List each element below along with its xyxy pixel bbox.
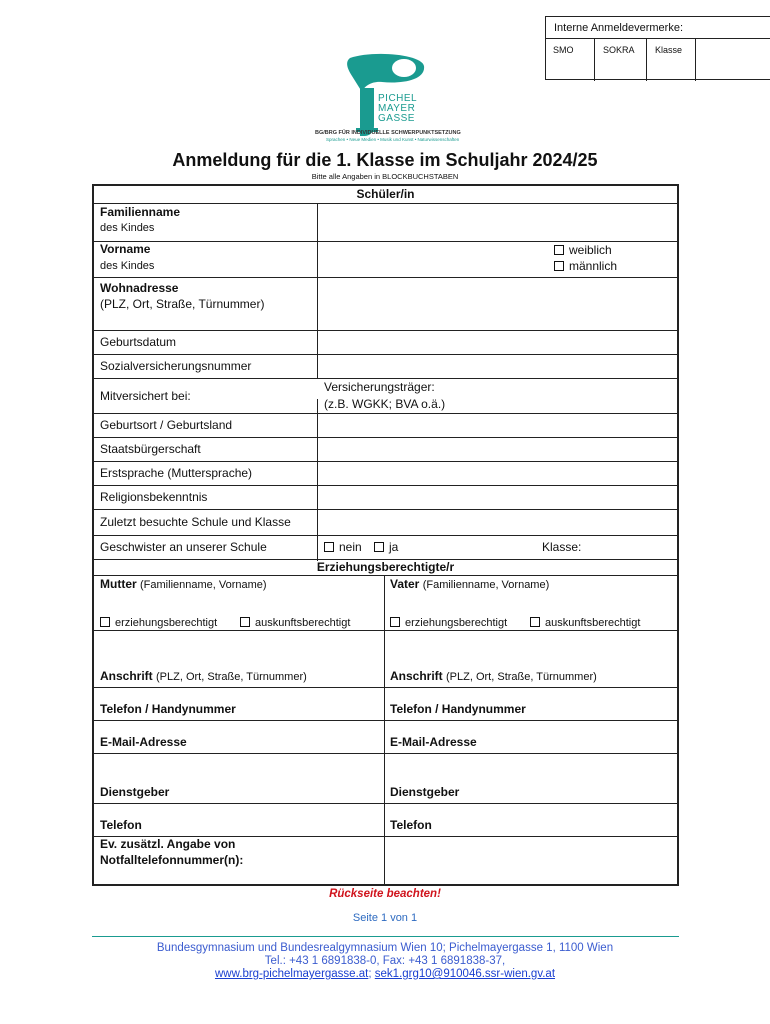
registration-form	[92, 184, 679, 886]
maennlich-label: männlich	[569, 259, 618, 273]
footer-line3	[0, 968, 770, 981]
mutter-email-label: E-Mail-Adresse	[100, 735, 187, 749]
internal-notes-title: Interne Anmeldevermerke:	[554, 22, 684, 34]
vater-erziehungsberechtigt-option[interactable]	[390, 615, 507, 631]
vater-erziehungsberechtigt-checkbox[interactable]	[390, 617, 400, 627]
versicherungstraeger-label: Versicherungsträger:	[324, 380, 435, 394]
vorname-field[interactable]	[318, 242, 548, 277]
row-divider	[94, 687, 677, 688]
mutter-auskunftsberechtigt-option[interactable]	[240, 615, 350, 631]
staatsbuergerschaft-field[interactable]	[318, 438, 677, 461]
geschwister-nein-option[interactable]	[324, 539, 362, 555]
versicherungstraeger-hint: (z.B. WGKK; BVA o.ä.)	[324, 397, 446, 411]
footer-divider	[92, 936, 679, 937]
erstsprache-field[interactable]	[318, 462, 677, 485]
auskunftsberechtigt-label: auskunftsberechtigt	[545, 617, 641, 629]
wohnadresse-label: Wohnadresse	[100, 281, 179, 295]
page-number: Seite 1 von 1	[352, 912, 418, 924]
nein-checkbox[interactable]	[324, 542, 334, 552]
ja-label: ja	[389, 540, 399, 554]
familienname-label: Familienname	[100, 205, 181, 219]
notfall-label-line2: Notfalltelefonnummer(n):	[100, 853, 244, 867]
mutter-auskunftsberechtigt-checkbox[interactable]	[240, 617, 250, 627]
erstsprache-label: Erstsprache (Muttersprache)	[100, 466, 253, 480]
vater-email-label: E-Mail-Adresse	[390, 735, 477, 749]
gender-maennlich-option[interactable]	[554, 258, 617, 274]
page-subtitle: Bitte alle Angaben in BLOCKBUCHSTABEN	[311, 172, 459, 181]
gender-weiblich-option[interactable]	[554, 242, 612, 258]
geschwister-label: Geschwister an unserer Schule	[100, 540, 267, 554]
ja-checkbox[interactable]	[374, 542, 384, 552]
mutter-erziehungsberechtigt-checkbox[interactable]	[100, 617, 110, 627]
geburtsort-label: Geburtsort / Geburtsland	[100, 418, 233, 432]
nein-label: nein	[339, 540, 362, 554]
page-title: Anmeldung für die 1. Klasse im Schuljahr 2024/25	[172, 150, 598, 170]
vater-name-field[interactable]	[386, 592, 676, 608]
logo-line3: GASSE	[378, 113, 415, 124]
internal-notes-row	[545, 38, 770, 81]
notfall-field[interactable]	[386, 837, 676, 884]
logo-line1: PICHEL	[378, 93, 418, 104]
vater-dienstgeber-label: Dienstgeber	[390, 785, 460, 799]
parents-section-header: Erziehungsberechtigte/r	[94, 559, 677, 576]
smo-cell[interactable]: SMO	[545, 39, 595, 81]
divider	[384, 576, 385, 884]
wohnadresse-field[interactable]	[318, 278, 677, 330]
geschwister-klasse-label: Klasse:	[542, 540, 582, 554]
geburtsdatum-field[interactable]	[318, 331, 677, 354]
weiblich-label: weiblich	[569, 243, 612, 257]
vorname-sublabel: des Kindes	[100, 260, 155, 272]
vater-dienst-telefon-label: Telefon	[390, 818, 432, 832]
geschwister-ja-option[interactable]	[374, 539, 398, 555]
weiblich-checkbox[interactable]	[554, 245, 564, 255]
wohnadresse-sublabel: (PLZ, Ort, Straße, Türnummer)	[100, 297, 265, 311]
mutter-telefon-label: Telefon / Handynummer	[100, 702, 236, 716]
erziehungsberechtigt-label: erziehungsberechtigt	[115, 617, 218, 629]
logo-tagline: BG/BRG FÜR INDIVIDUELLE SCHWERPUNKTSETZUNG	[315, 130, 461, 136]
logo-subtagline: Sprachen • Neue Medien • Musik und Kunst • Naturwissenschaften	[326, 137, 460, 142]
mitversichert-label: Mitversichert bei:	[100, 389, 191, 403]
row-divider	[94, 803, 677, 804]
logo-wordmark	[378, 94, 417, 124]
mutter-name-field[interactable]	[95, 592, 383, 608]
zuletzt-label: Zuletzt besuchte Schule und Klasse	[100, 515, 291, 529]
mutter-dienst-telefon-label: Telefon	[100, 818, 142, 832]
mutter-dienstgeber-label: Dienstgeber	[100, 785, 170, 799]
auskunftsberechtigt-label: auskunftsberechtigt	[255, 617, 351, 629]
vater-label: Vater (Familienname, Vorname)	[390, 577, 550, 591]
erziehungsberechtigt-label: erziehungsberechtigt	[405, 617, 508, 629]
row-divider	[94, 535, 677, 536]
footer-separator: ;	[368, 968, 372, 980]
zuletzt-field[interactable]	[318, 510, 677, 535]
religion-label: Religionsbekenntnis	[100, 490, 208, 504]
website-link[interactable]: www.brg-pichelmayergasse.at	[214, 968, 369, 980]
svnr-label: Sozialversicherungsnummer	[100, 359, 252, 373]
row-divider	[94, 720, 677, 721]
klasse-cell[interactable]: Klasse	[647, 39, 696, 81]
footer-line1: Bundesgymnasium und Bundesrealgymnasium Wien 10; Pichelmayergasse 1, 1100 Wien	[156, 942, 614, 954]
geburtsort-field[interactable]	[318, 414, 677, 437]
mutter-erziehungsberechtigt-option[interactable]	[100, 615, 217, 631]
staatsbuergerschaft-label: Staatsbürgerschaft	[100, 442, 201, 456]
email-link[interactable]: sek1.grg10@910046.ssr-wien.gv.at	[374, 968, 556, 980]
back-side-note: Rückseite beachten!	[329, 888, 441, 900]
vater-auskunftsberechtigt-option[interactable]	[530, 615, 640, 631]
row-divider	[94, 753, 677, 754]
student-section-header: Schüler/in	[94, 186, 677, 204]
familienname-field[interactable]	[318, 205, 677, 241]
vater-anschrift-label: Anschrift (PLZ, Ort, Straße, Türnummer)	[390, 669, 597, 683]
blank-cell[interactable]	[696, 39, 770, 81]
religion-field[interactable]	[318, 486, 677, 509]
mutter-label: Mutter (Familienname, Vorname)	[100, 577, 267, 591]
mutter-anschrift-label: Anschrift (PLZ, Ort, Straße, Türnummer)	[100, 669, 307, 683]
versicherungstraeger-field[interactable]	[464, 379, 677, 413]
vater-auskunftsberechtigt-checkbox[interactable]	[530, 617, 540, 627]
sokra-cell[interactable]: SOKRA	[595, 39, 647, 81]
vorname-label: Vorname	[100, 242, 151, 256]
vater-telefon-label: Telefon / Handynummer	[390, 702, 526, 716]
svnr-field[interactable]	[318, 355, 677, 378]
geburtsdatum-label: Geburtsdatum	[100, 335, 177, 349]
footer-line2: Tel.: +43 1 6891838-0, Fax: +43 1 6891838-37,	[264, 955, 506, 967]
logo-line2: MAYER	[378, 103, 416, 114]
familienname-sublabel: des Kindes	[100, 222, 155, 234]
maennlich-checkbox[interactable]	[554, 261, 564, 271]
internal-notes-box	[545, 16, 770, 80]
notfall-label-line1: Ev. zusätzl. Angabe von	[100, 837, 236, 851]
